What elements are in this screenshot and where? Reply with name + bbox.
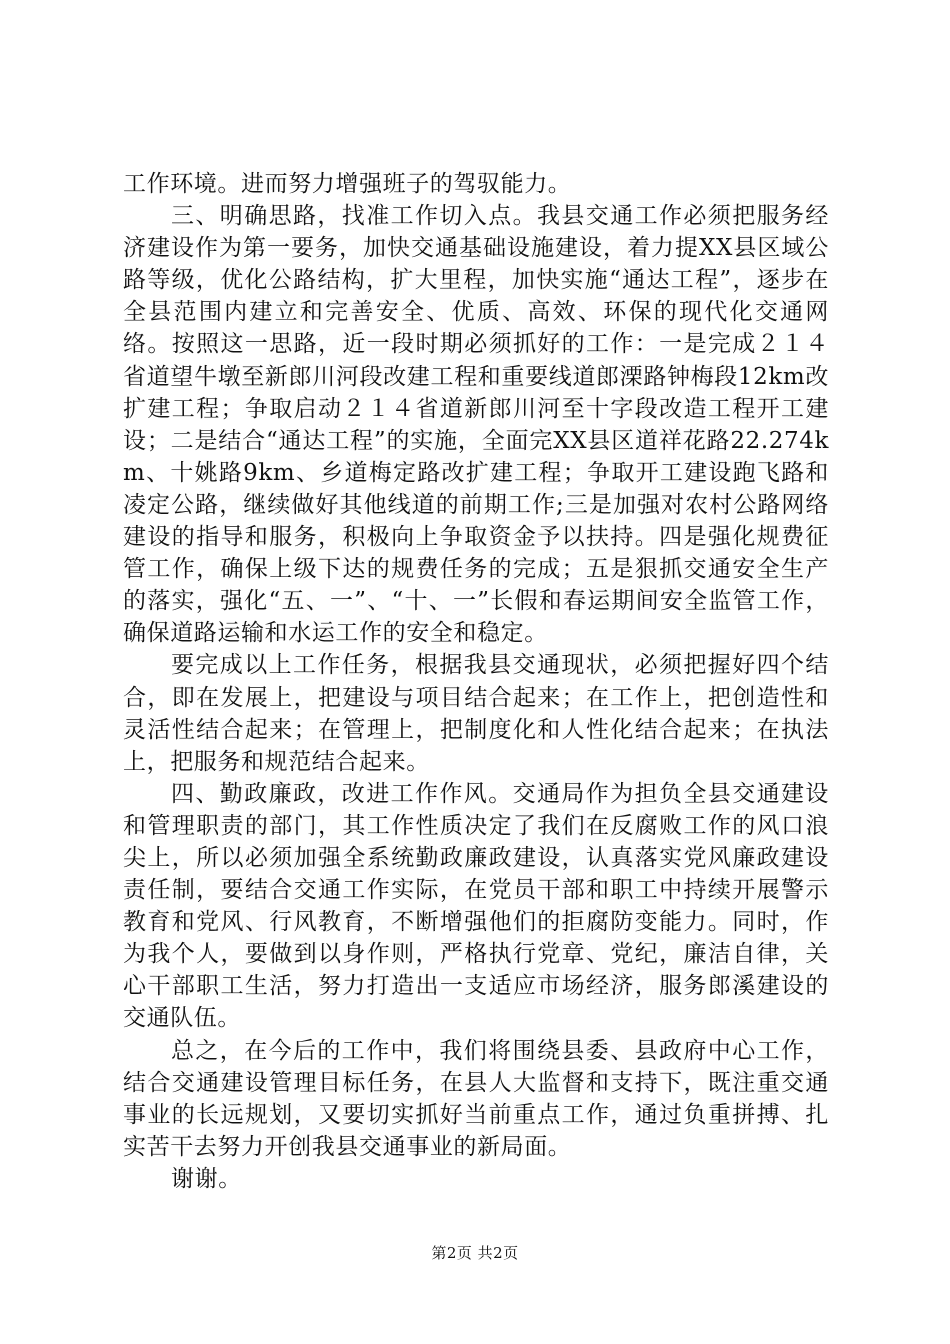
paragraph-section-three: 三、明确思路，找准工作切入点。我县交通工作必须把服务经济建设作为第一要务，加快交通基础设施建设，着力提XX县区域公路等级，优化公路结构，扩大里程，加快实施“通达工程”，逐步在全县范围内建立和完善安全、优质、高效、环保的现代化交通网络。按照这一思路，近一段时期必须抓好的工作：一是完成２１４省道望牛墩至新郎川河段改建工程和重要线道郎溧路钟梅段12km改扩建工程；争取启动２１４省道新郎川河至十字段改造工程开工建设；二是结合“通达工程”的实施，全面完XX县区道祥花路22.274km、十姚路9km、乡道梅定路改扩建工程；争取开工建设跑飞路和凌定公路，继续做好其他线道的前期工作;三是加强对农村公路网络建设的指导和服务，积极向上争取资金予以扶持。四是强化规费征管工作，确保上级下达的规费任务的完成；五是狠抓交通安全生产的落实，强化“五、一”、“十、一”长假和春运期间安全监管工作，确保道路运输和水运工作的安全和稳定。: [123, 203, 829, 647]
document-body: [123, 168, 829, 1195]
paragraph-thanks: 谢谢。: [171, 1165, 242, 1192]
paragraph-continuation: 工作环境。进而努力增强班子的驾驭能力。: [123, 171, 572, 197]
page-number-footer: 第2页 共2页: [431, 1244, 519, 1262]
paragraph-conclusion: 总之，在今后的工作中，我们将围绕县委、县政府中心工作，结合交通建设管理目标任务，在县人大监督和支持下，既注重交通事业的长远规划，又要切实抓好当前重点工作，通过负重拼搏、扎实苦干去努力开创我县交通事业的新局面。: [123, 1037, 829, 1160]
paragraph-section-four: 四、勤政廉政，改进工作作风。交通局作为担负全县交通建设和管理职责的部门，其工作性质决定了我们在反腐败工作的风口浪尖上，所以必须加强全系统勤政廉政建设，认真落实党风廉政建设责任制，要结合交通工作实际，在党员干部和职工中持续开展警示教育和党风、行风教育，不断增强他们的拒腐防变能力。同时，作为我个人，要做到以身作则，严格执行党章、党纪，廉洁自律，关心干部职工生活，努力打造出一支适应市场经济，服务郎溪建设的交通队伍。: [123, 780, 829, 1032]
paragraph-four-combinations: 要完成以上工作任务，根据我县交通现状，必须把握好四个结合，即在发展上，把建设与项目结合起来；在工作上，把创造性和灵活性结合起来；在管理上，把制度化和人性化结合起来；在执法上，把服务和规范结合起来。: [123, 652, 829, 775]
